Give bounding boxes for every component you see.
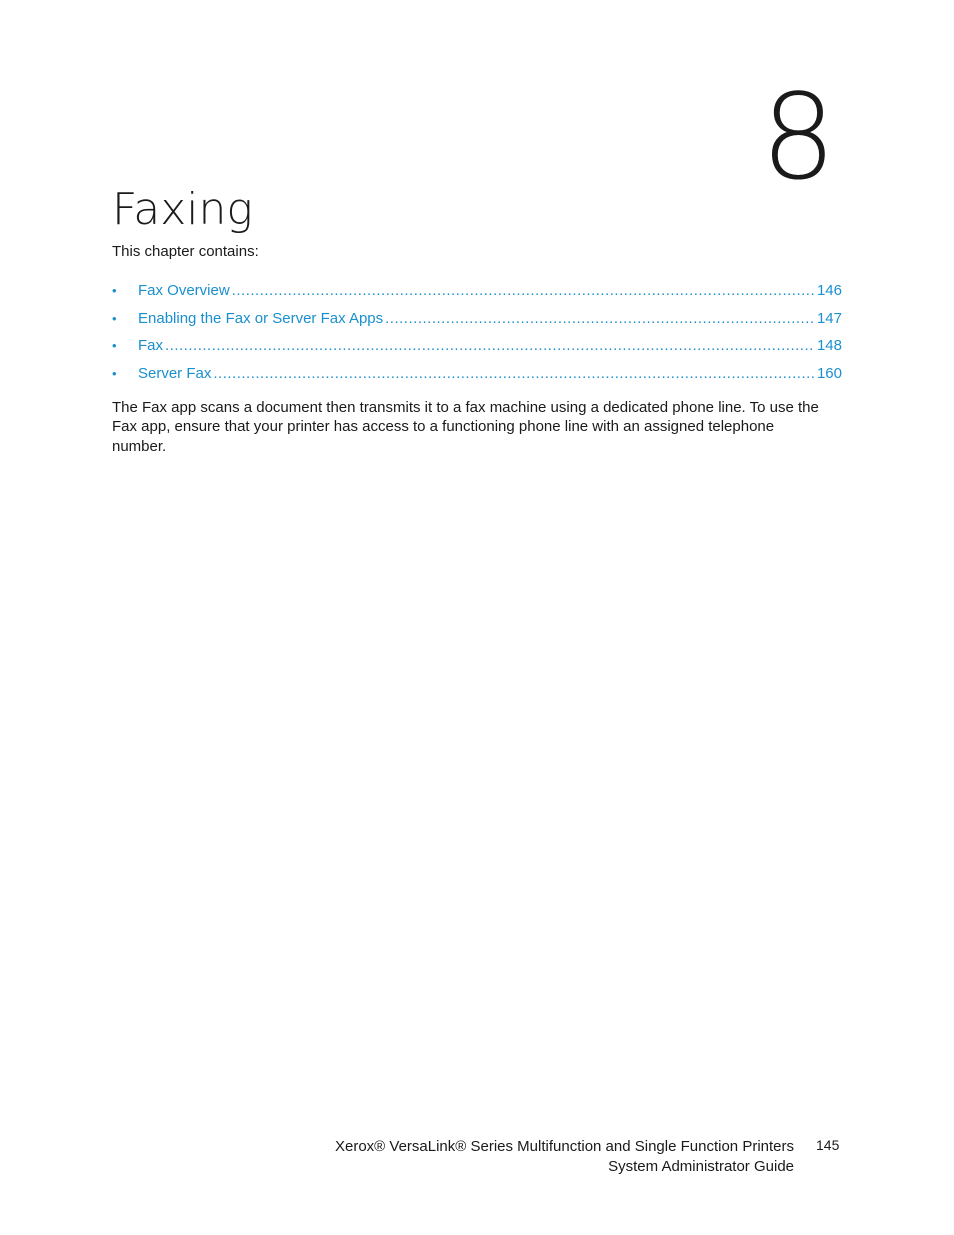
page-footer (335, 1137, 794, 1176)
bullet-icon: • (112, 283, 117, 298)
footer-guide-title: System Administrator Guide (608, 1157, 794, 1175)
bullet-icon: • (112, 365, 117, 381)
toc-dot-leader (232, 281, 814, 301)
chapter-intro: This chapter contains: (112, 243, 259, 260)
toc-dot-leader (213, 364, 814, 384)
toc-page-number[interactable]: 148 (816, 337, 842, 355)
toc-label[interactable]: Fax Overview (138, 282, 230, 299)
toc-dot-leader (385, 309, 814, 329)
toc-label[interactable]: Fax (138, 337, 164, 355)
toc-label[interactable]: Enabling the Fax or Server Fax Apps (138, 309, 384, 327)
toc-label[interactable]: Server Fax (138, 364, 212, 382)
page-number: 145 (816, 1137, 840, 1153)
chapter-number: 8 (760, 68, 836, 206)
bullet-icon: • (112, 310, 117, 326)
bullet-icon: • (112, 338, 117, 354)
body-paragraph: The Fax app scans a document then transmits it to a fax machine using a dedicated phone line. To use the Fax app, ensure that your printer has access to a functioning phone line with an assigned telephone number. (112, 399, 819, 455)
toc-page-number[interactable]: 146 (816, 282, 842, 299)
toc-page-number[interactable]: 147 (816, 309, 842, 327)
toc-dot-leader (165, 336, 814, 356)
toc-item-fax[interactable] (112, 336, 842, 364)
table-of-contents (112, 281, 842, 391)
toc-item-server-fax[interactable] (112, 364, 842, 392)
chapter-title: Faxing (112, 184, 253, 235)
toc-item-enabling-fax-apps[interactable] (112, 309, 842, 337)
footer-product-name: Xerox® VersaLink® Series Multifunction and Single Function Printers (335, 1138, 794, 1155)
toc-item-fax-overview[interactable] (112, 281, 842, 309)
toc-page-number[interactable]: 160 (816, 364, 842, 382)
